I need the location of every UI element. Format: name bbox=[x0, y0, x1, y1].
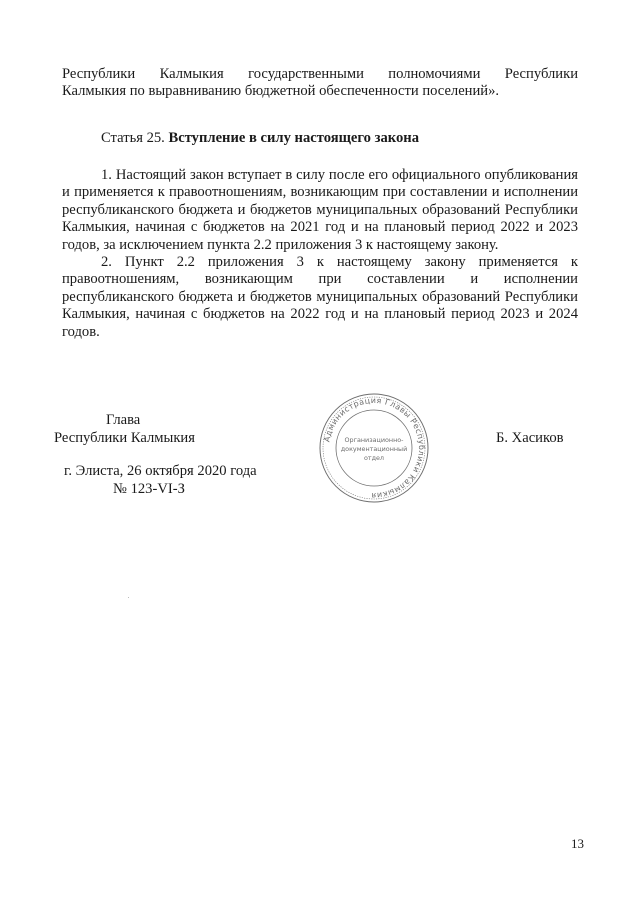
place-and-date: г. Элиста, 26 октября 2020 года bbox=[64, 463, 257, 479]
law-number: № 123-VI-З bbox=[113, 481, 185, 497]
stamp-inner-line-2: документационный bbox=[340, 445, 408, 453]
signatory-position-line-1: Глава bbox=[106, 412, 141, 428]
continuation-line-2: Калмыкия по выравниванию бюджетной обеспеченности поселений». bbox=[62, 83, 500, 100]
page-number: 13 bbox=[571, 836, 584, 851]
article-title: Вступление в силу настоящего закона bbox=[168, 130, 419, 146]
signatory-name: Б. Хасиков bbox=[496, 430, 564, 446]
article-heading bbox=[101, 130, 419, 147]
continuation-line-1: Республики Калмыкия государственными полномочиями Республики bbox=[62, 66, 578, 82]
official-stamp bbox=[318, 392, 430, 504]
article-paragraph-2: 2. Пункт 2.2 приложения 3 к настоящему закону применяется к правоотношениям, возникающим при составлении и исполнении республиканского бюджета и бюджетов муниципальных образований Республики Калмыкия, начиная с бюджетов на 2022 год и на плановый период 2023 и 2024 годов. bbox=[62, 254, 578, 340]
article-number: Статья 25. bbox=[101, 130, 169, 146]
stamp-outer-text: Администрация Главы Республики Калмыкия bbox=[322, 395, 427, 501]
continuation-text bbox=[62, 66, 578, 101]
article-body bbox=[62, 167, 578, 341]
scan-speck bbox=[128, 597, 129, 598]
article-paragraph-1: 1. Настоящий закон вступает в силу после его официального опубликования и применяется к правоотношениям, возникающим при составлении и исполнении республиканского бюджета и бюджетов муниципальных образований Республики Калмыкия, начиная с бюджетов на 2021 год и на плановый период 2022 и 2023 годов, за исключением пункта 2.2 приложения 3 к настоящему закону. bbox=[62, 167, 578, 253]
stamp-inner-line-3: отдел bbox=[363, 454, 385, 462]
stamp-inner-line-1: Организационно- bbox=[344, 436, 404, 444]
signatory-position-line-2: Республики Калмыкия bbox=[54, 430, 195, 446]
